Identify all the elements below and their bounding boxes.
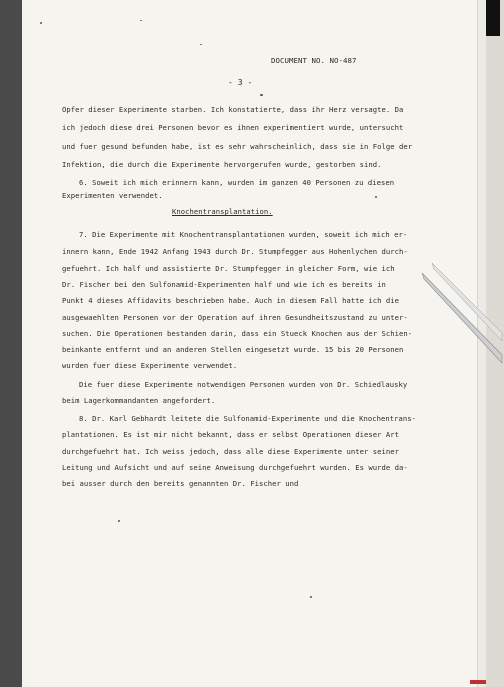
text-line: Punkt 4 dieses Affidavits beschrieben habe. Auch in diesem Fall hatte ich die (62, 296, 400, 305)
text-line: wurden fuer diese Experimente verwendet. (62, 361, 238, 370)
text-line: durchgefuehrt hat. Ich weiss jedoch, dass alle diese Experimente unter seiner (62, 447, 400, 456)
text-line: innern kann, Ende 1942 Anfang 1943 durch Dr. Stumpfegger aus Hohenlychen durch- (62, 247, 408, 256)
scanner-left-border (0, 0, 22, 687)
text-line: Die fuer diese Experimente notwendigen Personen wurden von Dr. Schiedlausky (79, 380, 408, 389)
document-number: DOCUMENT NO. NO-487 (271, 56, 357, 65)
text-line: gefuehrt. Ich half und assistierte Dr. Stumpfegger in gleicher Form, wie ich (62, 264, 395, 273)
paper-speck (40, 22, 42, 24)
paper-speck (310, 596, 312, 598)
paper-speck (260, 94, 263, 96)
paper-speck (375, 196, 377, 198)
paper-speck (118, 520, 120, 522)
text-line: Leitung und Aufsicht und auf seine Anweisung durchgefuehrt wurden. Es wurde da- (62, 463, 408, 472)
document-page (22, 0, 478, 687)
text-line: beinkante entfernt und an anderen Stellen eingesetzt wurde. 15 bis 20 Personen (62, 345, 404, 354)
text-line: Dr. Fischer bei den Sulfonamid-Experimenten half und wie ich es bereits in (62, 280, 386, 289)
text-line: und fuer gesund befunden habe, ist es sehr wahrscheinlich, dass sie in Folge der (62, 142, 413, 151)
paper-speck (140, 20, 142, 21)
text-line: beim Lagerkommandanten angefordert. (62, 396, 216, 405)
page-number: - 3 - (228, 78, 253, 87)
binder-tab (486, 0, 500, 36)
text-line: suchen. Die Operationen bestanden darin, dass ein Stueck Knochen aus der Schien- (62, 329, 413, 338)
text-line: bei ausser durch den bereits genannten Dr. Fischer und (62, 479, 299, 488)
scan-marker (470, 680, 486, 684)
metal-clip (420, 255, 504, 365)
text-line: plantationen. Es ist mir nicht bekannt, dass er selbst Operationen dieser Art (62, 430, 400, 439)
paper-speck (200, 44, 202, 45)
text-line: 8. Dr. Karl Gebhardt leitete die Sulfonamid-Experimente und die Knochentrans- (79, 414, 417, 423)
text-line: Infektion, die durch die Experimente hervorgerufen wurde, gestorben sind. (62, 160, 382, 169)
section-heading: Knochentransplantation. (172, 207, 273, 216)
text-line: ich jedoch diese drei Personen bevor es ihnen experimentiert wurde, untersucht (62, 123, 404, 132)
text-line: 7. Die Experimente mit Knochentransplantationen wurden, soweit ich mich er- (79, 230, 408, 239)
text-line: Opfer dieser Experimente starben. Ich konstatierte, dass ihr Herz versagte. Da (62, 105, 404, 114)
text-line: 6. Soweit ich mich erinnern kann, wurden im ganzen 40 Personen zu diesen (79, 178, 395, 187)
text-line: ausgewaehlten Personen vor der Operation auf ihren Gesundheitszustand zu unter- (62, 313, 408, 322)
text-line: Experimenten verwendet. (62, 191, 163, 200)
